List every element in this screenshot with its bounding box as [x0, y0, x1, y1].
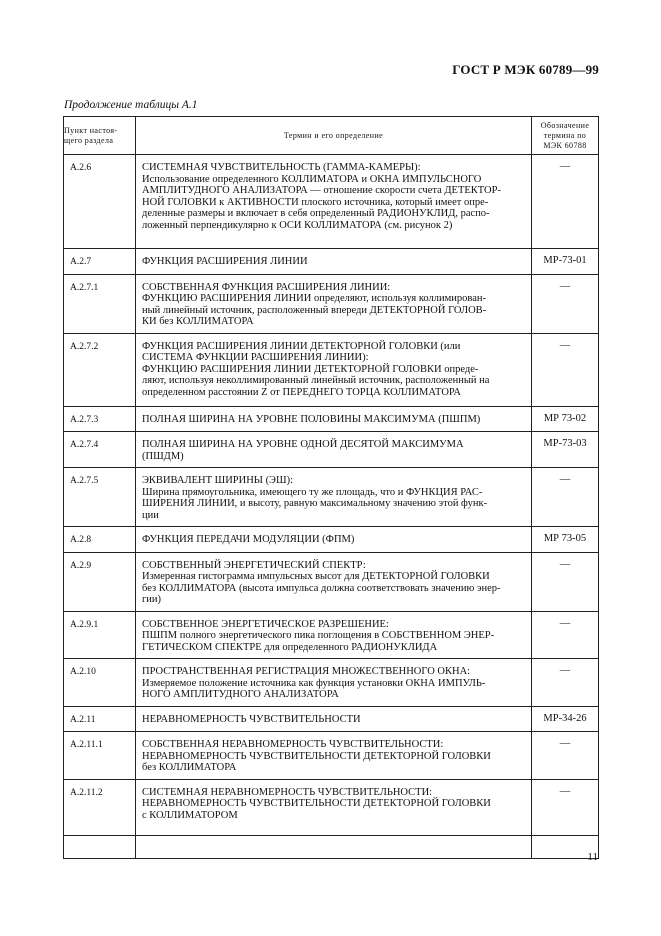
table-row	[64, 155, 599, 249]
definition-line: (ПШДМ)	[142, 450, 184, 462]
column-header-line: термина по	[543, 130, 587, 140]
iec-designation: —	[532, 155, 599, 249]
iec-designation: МР 73-05	[532, 527, 599, 553]
table-row	[64, 249, 599, 275]
definition-line: Использование определенного КОЛЛИМАТОРА и ОКНА ИМПУЛЬСНОГО	[142, 173, 482, 185]
iec-designation: МР-73-03	[532, 432, 599, 468]
definition-line: НЕРАВНОМЕРНОСТЬ ЧУВСТВИТЕЛЬНОСТИ ДЕТЕКТОРНОЙ ГОЛОВКИ	[142, 750, 491, 762]
document-header: ГОСТ Р МЭК 60789—99	[452, 62, 599, 77]
term-definition	[136, 527, 532, 553]
iec-designation: МР-73-01	[532, 249, 599, 275]
term-title: ПОЛНАЯ ШИРИНА НА УРОВНЕ ПОЛОВИНЫ МАКСИМУМА (ПШПМ)	[142, 413, 481, 425]
column-header-section	[64, 117, 136, 155]
term-title: СОБСТВЕННАЯ ФУНКЦИЯ РАСШИРЕНИЯ ЛИНИИ:	[142, 281, 391, 293]
definition-line: НЕРАВНОМЕРНОСТЬ ЧУВСТВИТЕЛЬНОСТИ ДЕТЕКТОРНОЙ ГОЛОВКИ	[142, 798, 491, 809]
definition-line: АМПЛИТУДНОГО АНАЛИЗАТОРА — отношение скорости счета ДЕТЕКТОР-	[142, 185, 501, 196]
table-row	[64, 779, 599, 835]
column-header-line: Обозначение	[540, 120, 590, 130]
table-caption: Продолжение таблицы А.1	[64, 99, 198, 111]
clause-number: А.2.11	[64, 706, 136, 732]
table-row	[64, 432, 599, 468]
definition-line: без КОЛЛИМАТОРА (высота импульса должна соответствовать значению энер-	[142, 582, 501, 594]
clause-number: А.2.7.1	[64, 274, 136, 333]
iec-designation: —	[532, 333, 599, 406]
clause-number: А.2.11.2	[64, 779, 136, 835]
clause-number: А.2.9.1	[64, 611, 136, 659]
table-header-row	[64, 117, 599, 155]
term-title: ФУНКЦИЯ РАСШИРЕНИЯ ЛИНИИ	[142, 256, 308, 267]
definition-line: ШИРЕНИЯ ЛИНИИ, и высоту, равную максимальному значению этой функ-	[142, 498, 488, 509]
table-row	[64, 333, 599, 406]
term-title: ЭКВИВАЛЕНТ ШИРИНЫ (ЭШ):	[142, 475, 293, 486]
clause-number: А.2.8	[64, 527, 136, 553]
terms-table	[63, 116, 599, 859]
term-definition	[136, 432, 532, 468]
term-definition	[136, 611, 532, 659]
iec-designation: —	[532, 611, 599, 659]
term-definition	[136, 406, 532, 432]
term-definition	[136, 333, 532, 406]
empty-cell	[136, 835, 532, 858]
term-title: НЕРАВНОМЕРНОСТЬ ЧУВСТВИТЕЛЬНОСТИ	[142, 713, 361, 725]
term-definition	[136, 706, 532, 732]
table-filler-row	[64, 835, 599, 858]
definition-line: ляют, используя неколлимированный линейный источник, расположенный на	[142, 375, 490, 386]
iec-designation: —	[532, 274, 599, 333]
table-row	[64, 552, 599, 611]
term-title: ФУНКЦИЯ ПЕРЕДАЧИ МОДУЛЯЦИИ (ФПМ)	[142, 534, 355, 545]
table-row	[64, 659, 599, 707]
table-row	[64, 611, 599, 659]
clause-number: А.2.6	[64, 155, 136, 249]
term-title: СИСТЕМНАЯ ЧУВСТВИТЕЛЬНОСТЬ (ГАММА-КАМЕРЫ):	[142, 162, 421, 173]
definition-line: с КОЛЛИМАТОРОМ	[142, 809, 238, 821]
term-title: ФУНКЦИЯ РАСШИРЕНИЯ ЛИНИИ ДЕТЕКТОРНОЙ ГОЛОВКИ (или	[142, 340, 461, 352]
iec-designation: —	[532, 779, 599, 835]
clause-number: А.2.7.2	[64, 333, 136, 406]
definition-line: ФУНКЦИЮ РАСШИРЕНИЯ ЛИНИИ определяют, используя коллимирован-	[142, 293, 486, 304]
definition-line: деленные размеры и включает в себя определенный РАДИОНУКЛИД, распо-	[142, 208, 490, 219]
definition-line: ФУНКЦИЮ РАСШИРЕНИЯ ЛИНИИ ДЕТЕКТОРНОЙ ГОЛОВКИ опреде-	[142, 363, 479, 375]
table-row	[64, 527, 599, 553]
clause-number: А.2.10	[64, 659, 136, 707]
iec-designation: —	[532, 732, 599, 780]
clause-number: А.2.9	[64, 552, 136, 611]
term-definition	[136, 732, 532, 780]
table-row	[64, 468, 599, 527]
definition-line: СИСТЕМА ФУНКЦИИ РАСШИРЕНИЯ ЛИНИИ):	[142, 352, 369, 363]
definition-line: ложенный перпендикулярно к ОСИ КОЛЛИМАТОРА (см. рисунок 2)	[142, 219, 453, 231]
table-row	[64, 706, 599, 732]
iec-designation: —	[532, 659, 599, 707]
definition-line: определенном расстоянии Z от ПЕРЕДНЕГО ТОРЦА КОЛЛИМАТОРА	[142, 386, 461, 398]
term-title: СОБСТВЕННЫЙ ЭНЕРГЕТИЧЕСКИЙ СПЕКТР:	[142, 559, 366, 571]
table-row	[64, 406, 599, 432]
definition-line: ции	[142, 509, 159, 521]
clause-number: А.2.7.4	[64, 432, 136, 468]
iec-designation: —	[532, 468, 599, 527]
clause-number: А.2.7	[64, 249, 136, 275]
clause-number: А.2.7.5	[64, 468, 136, 527]
page-number: 11	[587, 851, 598, 863]
term-title: СОБСТВЕННАЯ НЕРАВНОМЕРНОСТЬ ЧУВСТВИТЕЛЬНОСТИ:	[142, 739, 444, 750]
empty-cell	[64, 835, 136, 858]
column-header-line: МЭК 60788	[543, 140, 587, 150]
term-title: ПРОСТРАНСТВЕННАЯ РЕГИСТРАЦИЯ МНОЖЕСТВЕННОГО ОКНА:	[142, 666, 471, 677]
clause-number: А.2.11.1	[64, 732, 136, 780]
term-definition	[136, 468, 532, 527]
table-row	[64, 732, 599, 780]
term-definition	[136, 659, 532, 707]
column-header-line: Пункт настоя-	[64, 125, 118, 135]
definition-line: Измеренная гистограмма импульсных высот для ДЕТЕКТОРНОЙ ГОЛОВКИ	[142, 571, 490, 582]
term-definition	[136, 155, 532, 249]
iec-designation: МР-34-26	[532, 706, 599, 732]
definition-line: КИ без КОЛЛИМАТОРА	[142, 316, 254, 327]
column-header-term: Термин и его определение	[136, 117, 532, 155]
table-row	[64, 274, 599, 333]
definition-line: ГЕТИЧЕСКОМ СПЕКТРЕ для определенного РАДИОНУКЛИДА	[142, 641, 438, 653]
definition-line: НОГО АМПЛИТУДНОГО АНАЛИЗАТОРА	[142, 689, 339, 700]
term-definition	[136, 552, 532, 611]
iec-designation: МР 73-02	[532, 406, 599, 432]
term-title: ПОЛНАЯ ШИРИНА НА УРОВНЕ ОДНОЙ ДЕСЯТОЙ МАКСИМУМА	[142, 439, 464, 450]
definition-line: гии)	[142, 594, 162, 605]
term-definition	[136, 249, 532, 275]
definition-line: НОЙ ГОЛОВКИ к АКТИВНОСТИ плоского источника, который имеет опре-	[142, 196, 489, 208]
term-definition	[136, 274, 532, 333]
definition-line: Ширина прямоугольника, имеющего ту же площадь, что и ФУНКЦИЯ РАС-	[142, 486, 483, 498]
column-header-line: щего раздела	[64, 135, 114, 145]
definition-line: ный линейный источник, расположенный впереди ДЕТЕКТОРНОЙ ГОЛОВ-	[142, 304, 487, 316]
term-definition	[136, 779, 532, 835]
definition-line: Измеряемое положение источника как функция установки ОКНА ИМПУЛЬ-	[142, 677, 486, 689]
definition-line: без КОЛЛИМАТОРА	[142, 762, 237, 773]
term-title: СИСТЕМНАЯ НЕРАВНОМЕРНОСТЬ ЧУВСТВИТЕЛЬНОСТИ:	[142, 786, 433, 798]
column-header-iec-designation	[532, 117, 599, 155]
term-title: СОБСТВЕННОЕ ЭНЕРГЕТИЧЕСКОЕ РАЗРЕШЕНИЕ:	[142, 618, 389, 630]
clause-number: А.2.7.3	[64, 406, 136, 432]
iec-designation: —	[532, 552, 599, 611]
definition-line: ПШПМ полного энергетического пика поглощения в СОБСТВЕННОМ ЭНЕР-	[142, 630, 495, 641]
